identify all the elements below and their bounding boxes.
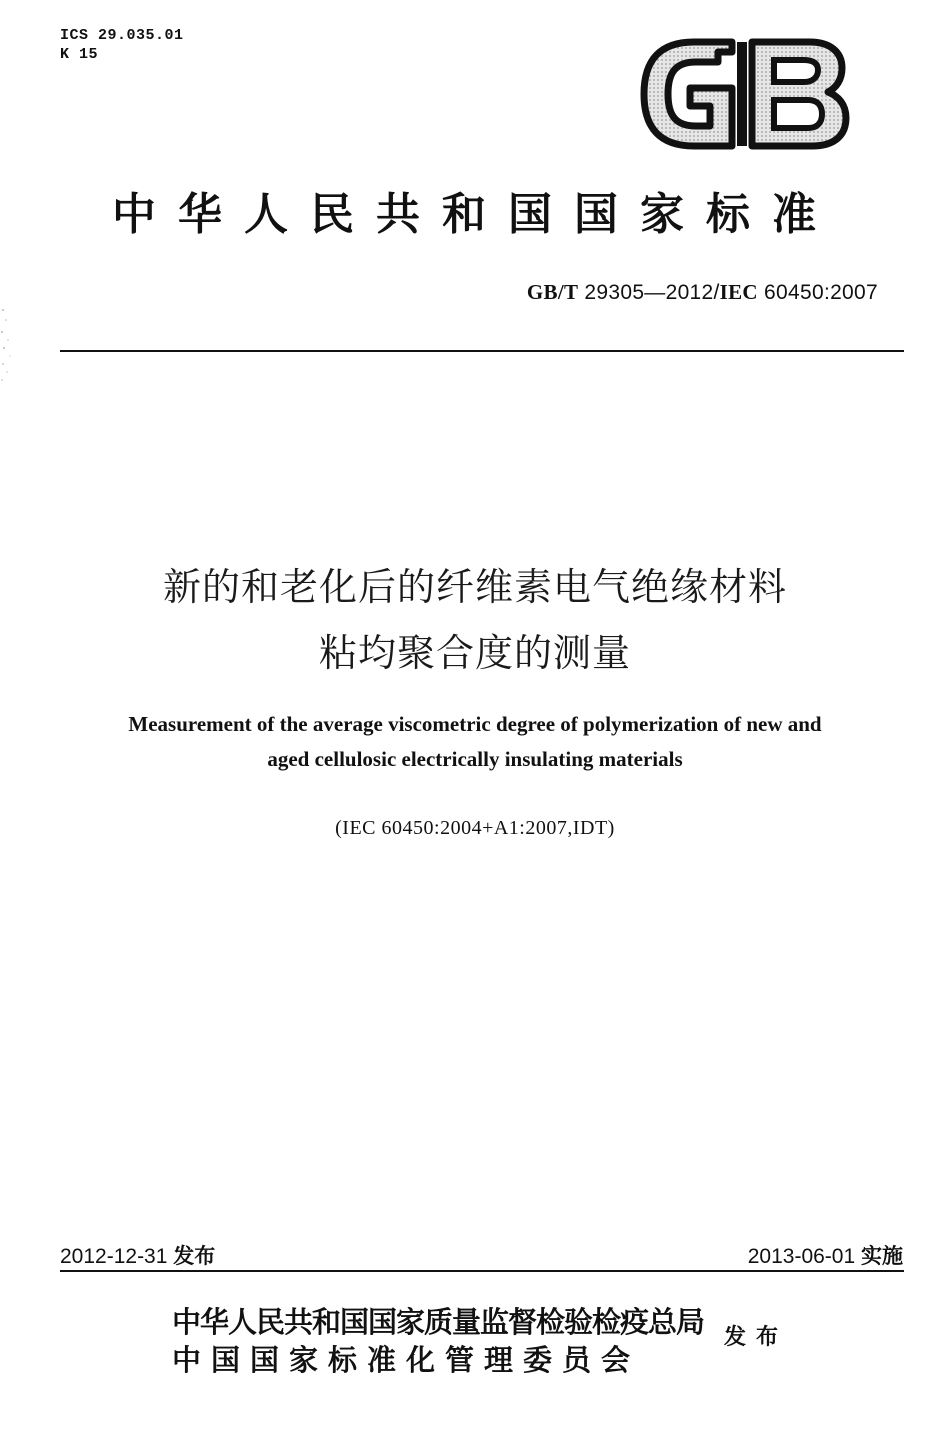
std-number: 29305—2012/ <box>584 281 720 304</box>
bottom-divider <box>60 1270 904 1272</box>
issuer-sac: 中国国家标准化管理委员会 <box>172 1343 641 1377</box>
std-prefix: GB/T <box>526 280 579 304</box>
issue-label: 发布 <box>173 1244 216 1268</box>
iec-number: 60450:2007 <box>764 281 878 304</box>
iec-equivalence: (IEC 60450:2004+A1:2007,IDT) <box>335 817 615 839</box>
title-cn-line1: 新的和老化后的纤维素电气绝缘材料 <box>162 565 787 609</box>
top-divider <box>60 350 904 352</box>
ics-code: ICS 29.035.01 <box>60 27 184 44</box>
issue-date <box>60 1240 215 1270</box>
scan-artifact <box>0 300 18 390</box>
publish-label: 发布 <box>724 1325 789 1350</box>
classification-codes <box>60 26 184 64</box>
implementation-label: 实施 <box>861 1244 903 1268</box>
national-standard-title: 中华人民共和国国家标准 <box>112 189 838 240</box>
iec-prefix: IEC <box>719 280 758 304</box>
standard-number <box>527 280 878 305</box>
implementation-date <box>748 1240 903 1270</box>
ccs-code: K 15 <box>60 46 99 63</box>
title-cn-line2: 粘均聚合度的测量 <box>318 631 631 675</box>
issuer-aqsiq: 中华人民共和国国家质量监督检验检疫总局 <box>172 1305 705 1339</box>
gb-logo <box>640 38 850 150</box>
title-en-line1: Measurement of the average viscometric degree of polymerization of new and <box>128 712 822 736</box>
issue-date-value: 2012-12-31 <box>60 1245 168 1268</box>
implementation-date-value: 2013-06-01 <box>747 1245 856 1268</box>
title-en-line2: aged cellulosic electrically insulating materials <box>267 747 683 771</box>
